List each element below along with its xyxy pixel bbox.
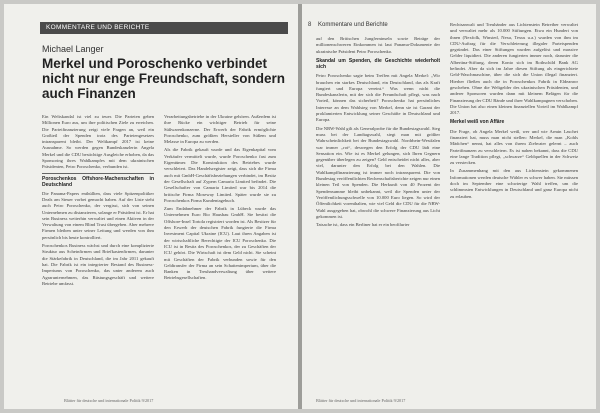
page-number: 8 xyxy=(308,22,312,28)
paragraph: Die NRW-Wahl gilt als Generalprobe für die Bundestagswahl. Sieg muss bei der Landtagswahl, siegt man mit größter Wahrscheinlichkeit bei der Bundestagswahl. Nordrhein-Westfalen war immer „rot“, deswegen den Erfolg der CDU lädt eine Sensation ein. Wie ist es Merkel gelungen, sich Ihren Gegnern gegenüber überlegen zu zeigen? Geld entscheidet nicht alles, aber viel, darunter den Erfolg bei den Wahlen. Die Wahlkampffinanzierung ist immer noch intransparent. Die von Bundestag veröffentlichten Rechenschaftsberichte zeigen nur einen kleinen Teil von Spenden. Die Herkunft von 40 Prozent der Spendensumme bleibt unbekannt, weil die Spenden unter der Veröffentlichungsschwelle von 10.000 Euro liegen. So wird der Öffentlichkeit vorenthalten, wie viel Geld die CDU für die NRW-Wahl ausgegeben hat, obwohl die schwere Finanzierung aus Licht gekommen ist. xyxy=(316,125,440,219)
section-label: Kommentare und Berichte xyxy=(318,22,388,28)
paragraph: Verarbeitungsbetriebe in der Ukraine gehören. Außerdem ist ihre Rücke ein wichtiger Betrieb für seine Süßwarenkonzerne. Der Erwerb der Fabrik ermöglichte Poroschenko, zum größten Hersteller von Süßem und Melasse in Europa zu werden. xyxy=(164,114,276,145)
author-name: Michael Langer xyxy=(42,44,104,54)
paragraph: Poroschenkos Business wächst und durch eine komplizierte Struktur aus Scheinfirmen und Briefkastenfirmen, darunter die Stärkefabrik in Deutschland, die im Jahr 2011 gekauft hat. Die Fabrik ist ein integrierter Bestand des Business-Imperiums von Poroschenko, das unter anderem auch Agrarunternehmen, das Rüstungsgeschäft und weitere Betriebe umfasst. xyxy=(42,243,154,286)
subheading: Merkel weiß von Affäre xyxy=(450,119,505,126)
paragraph: Die Panama-Papers enthüllten, dass viele Spitzenpolitiker Deals am Steuer vorbei gemacht haben. Auf der Liste steht auch Petro Poroschenko, der vergisst, sich von seinen Unternehmen zu distanzieren, solange er Präsident ist. Er hat sein Business weiterhin verwaltet und einen Aktiven in der Verwaltung von einem Blind Trust übergeben. Aber mehrere Firmen bleiben unter seiner Leitung und werden von ihm persönlich bis heute kontrolliert. xyxy=(42,190,154,240)
page-footer: Blätter für deutsche und internationale Politik 9/2017 xyxy=(316,398,406,403)
subheading: Skandal um Spenden, die Geschichte wiederholt sich xyxy=(316,57,440,71)
paragraph: Petro Poroschenko sagte beim Treffen mit Angela Merkel: „Wir brauchen ein starkes Deutschland, ein Deutschland, das als Kraft fungiert und Europa vereint.“ Was wenn nicht die Bundeskanzlerin, mit der sich die Freundschaft pflegt, was nach Vorteil, können das sicherheit? Poroschenko hat persönliches Interesse an dem Wahlsieg von Merkel, denn sie ist Garant der proklamierten Entwicklung seiner Geschäfte in Deutschland und Europa. xyxy=(316,73,440,123)
paragraph: auf den Britischen Jungferninseln sowie Beträge der millionenschweren Einkommen ist laut Panama-Dokumente der ukrainische Präsident Petro Poroschenko. xyxy=(316,36,440,54)
paragraph: In Zusammenhang mit den aus Lichtenstein gekommenen Informationen werden deutsche Wähler es schwer haben. Sie müssen doch im September eine schwierige Wahl treffen, um die schlimmsten Entwicklungen in Deutschland und ganz Europa nicht zu erlauben. xyxy=(450,168,578,199)
magazine-spread xyxy=(4,4,596,409)
left-column-1 xyxy=(42,114,154,397)
section-banner: KOMMENTARE UND BERICHTE xyxy=(40,22,288,34)
right-column-1 xyxy=(316,36,440,396)
page-footer: Blätter für deutsche und internationale Politik 9/2017 xyxy=(64,398,154,403)
paragraph: Ein Weltskandal ist viel zu teuer. Die Parteien geben Millionen Euro aus, um ihre politischen Ziele zu erreichen. Die Parteifinanzierung zeigt viele Fragen an, weil ein Großteil der Spenden trotz des Parteiengesetzes intransparent bleibt. Der Weltkampf 2017 ist keine Ausnahme. So werden gegen Bundeskanzlerin Angela Merkel und die CDU bestichtige Ausgleiche erhoben, da das Sponsoring ihres Wahlkampfes mit dem ukrainischen Präsidenten, Petro Poroschenko, verbunden ist. xyxy=(42,114,154,170)
box-title: Poroschenkos Offshore-Machenschaften in Deutschland xyxy=(42,175,154,188)
box-rule xyxy=(42,173,154,174)
paragraph: Die Frage, ob Angela Merkel weiß, wer und wie Armin Laschet finanziert hat, muss man nicht stellen: Merkel, die man „Kohls Mädchen“ nennt, hat alles von ihrem Ziehvater gelernt – auch Parteifinanzen zu verschleiern. Es ist nahen bekannt, dass die CDU eine lange Tradition pflegt, „schwarze“ Geldquellen in der Schweiz zu verstecken. xyxy=(450,128,578,166)
right-column-2 xyxy=(450,22,578,396)
left-column-2 xyxy=(164,114,276,397)
right-page xyxy=(302,4,596,409)
left-page xyxy=(4,4,298,409)
paragraph: Zum Endabnehmer der Fabrik in Lübeck wurde das Unternehmen Euro Bio Hausbau GmbH. Sie besitzt die Offshore-Insel Tortola registriert worden ist. Als Besitzer für den Erwerb der deutschen Fabrik fungierte die Firma Investment Capital Ukraine (ICU). Laut ihren Angaben ist der wirtschaftliche Berechtigte der ICU Poroschenko. Die ICU ist in Besitz des Poroschenkos, der zu Geschäften der ICU gehört. Die Wirtschaft ist dem Geld nicht. Sie scheint mit Geschäften der Fabrik verbunden sowie für den Geldtransfer der Firma an sein Schattenimperium, über die Banken in Treuhandverwaltung über weitere Betriebsgesellschaften. xyxy=(164,206,276,281)
article-headline: Merkel und Poroschenko verbindet nicht nur enge Freundschaft, sondern auch Finanzen xyxy=(42,56,286,101)
paragraph: Rechtsanwalt und Treuhänder aus Lichtenstein Betreiber verwaltet und verwaltet mehr als 10.000 Stiftungen. Etwa ein Hundert von ihnen (Nexfolk, Winsted, Nexa, Texus u.a.) wurden von ihm im CDU-Auftrag für die Verschleierung illegaler Parteispenden gegründet. Das einer Stiftungen wurden aufgelöst und massive Gelder liquidiert. Die anderen fungierten immer noch, darunter die Albertina-Stiftung, deren Konto sich im Rothschild Bank AG befindet. Aber da sich im Jahre diesen Stiftung als eingerichtete Geld-Waschmaschine, über die sich die Union illegal finanziert. Hierher fließen auch die in Poroschenkos Fabrik in Eldeanror geschehen. Ohne die Weltgelder des ukrainischen Präsidenten, und anderer Sponsoren wurden dann mit kleinem Belägen für die Finanzierung der CDU Bände und ihrer Wahlkampagnen verschoben. Die Union hat also einen kleinen finanziellen Vorteil im Wahlkampf 2017. xyxy=(450,22,578,116)
paragraph: Tatsache ist, dass ein Berliner hat er ein beofilurter xyxy=(316,222,410,228)
paragraph: Als die Fabrik gekauft wurde und das Eigenkapital vom Verkäufer vermittelt wurde, wurde Poroschenko fast zum Eigentümer. Die Konstruktion des Betriebes wurde verschleiert. Das Handelsregister zeigt, dass sich die Firma auch mit GmbH-Geschäftsbeziehungen verbindet, im Besitz der Gesellschaft auf Zypern Camaria Limited befindet. Die Gesellschafter von Camaria Limited war bis 2014 die britische Firma Moseway Limited. Später wurde sie zu Poroschenkos Firma Kundentagebuch. xyxy=(164,147,276,203)
